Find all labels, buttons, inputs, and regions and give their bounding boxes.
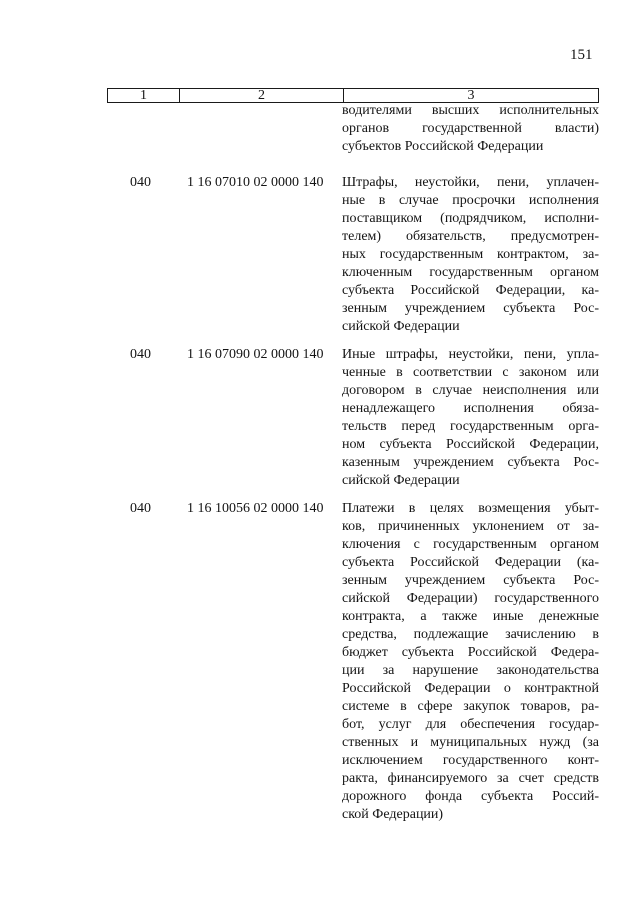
column-1-header: 1	[108, 89, 180, 102]
description-line: ков, причиненных уклонением от за-	[342, 519, 599, 534]
column-3-header: 3	[467, 88, 475, 103]
description-line: сийской Федерации	[342, 319, 460, 334]
row-description	[342, 346, 599, 490]
description-line: бот, услуг для обеспечения государ-	[342, 717, 599, 732]
description-line: бюджет субъекта Российской Федера-	[342, 645, 599, 660]
description-line: ные в случае просрочки исполнения	[342, 193, 599, 208]
description-line: средства, подлежащие зачислению в	[342, 627, 599, 642]
description-line: субъектов Российской Федерации	[342, 139, 544, 154]
kbk-code: 1 16 07010 02 0000 140	[187, 175, 324, 190]
row-description	[342, 174, 599, 336]
description-line: Штрафы, неустойки, пени, уплачен-	[342, 175, 599, 190]
row-description	[342, 500, 599, 824]
description-line: Иные штрафы, неустойки, пени, упла-	[342, 347, 599, 362]
description-line: ключения с государственным органом	[342, 537, 599, 552]
description-line: сийской Федерации) государственного	[342, 591, 599, 606]
table-header	[107, 88, 599, 103]
description-line: водителями высших исполнительных	[342, 103, 599, 118]
admin-code: 040	[130, 175, 151, 190]
column-2-header: 2	[180, 89, 344, 102]
description-line: органов государственной власти)	[342, 121, 599, 136]
description-line: зенным учреждением субъекта Рос-	[342, 573, 599, 588]
description-line: сийской Федерации	[342, 473, 460, 488]
description-line: ном субъекта Российской Федерации,	[342, 437, 599, 452]
description-line: Платежи в целях возмещения убыт-	[342, 501, 599, 516]
description-line: исключением государственного конт-	[342, 753, 599, 768]
description-line: ской Федерации)	[342, 807, 444, 822]
description-line: дорожного фонда субъекта Россий-	[342, 789, 599, 804]
description-line: ненадлежащего исполнения обяза-	[342, 401, 599, 416]
description-line: поставщиком (подрядчиком, исполни-	[342, 211, 599, 226]
description-line: контракта, а также иные денежные	[342, 609, 599, 624]
page-number: 151	[570, 47, 593, 63]
description-line: системе в сфере закупок товаров, ра-	[342, 699, 599, 714]
description-line: тельств перед государственным орга-	[342, 419, 599, 434]
description-line: ченные в соответствии с законом или	[342, 365, 599, 380]
admin-code: 040	[130, 347, 151, 362]
description-line: ственных и муниципальных нужд (за	[342, 735, 599, 750]
description-line: договором в случае неисполнения или	[342, 383, 599, 398]
description-line: казенным учреждением субъекта Рос-	[342, 455, 599, 470]
description-line: ных государственным контрактом, за-	[342, 247, 599, 262]
description-line: ракта, финансируемого за счет средств	[342, 771, 599, 786]
description-line: ции за нарушение законодательства	[342, 663, 599, 678]
description-line: субъекта Российской Федерации, ка-	[342, 283, 599, 298]
description-line: зенным учреждением субъекта Рос-	[342, 301, 599, 316]
continuation-description	[342, 102, 599, 156]
kbk-code: 1 16 10056 02 0000 140	[187, 501, 324, 516]
description-line: Российской Федерации о контрактной	[342, 681, 599, 696]
description-line: ключенным государственным органом	[342, 265, 599, 280]
description-line: субъекта Российской Федерации (ка-	[342, 555, 599, 570]
description-line: телем) обязательств, предусмотрен-	[342, 229, 599, 244]
admin-code: 040	[130, 501, 151, 516]
kbk-code: 1 16 07090 02 0000 140	[187, 347, 324, 362]
